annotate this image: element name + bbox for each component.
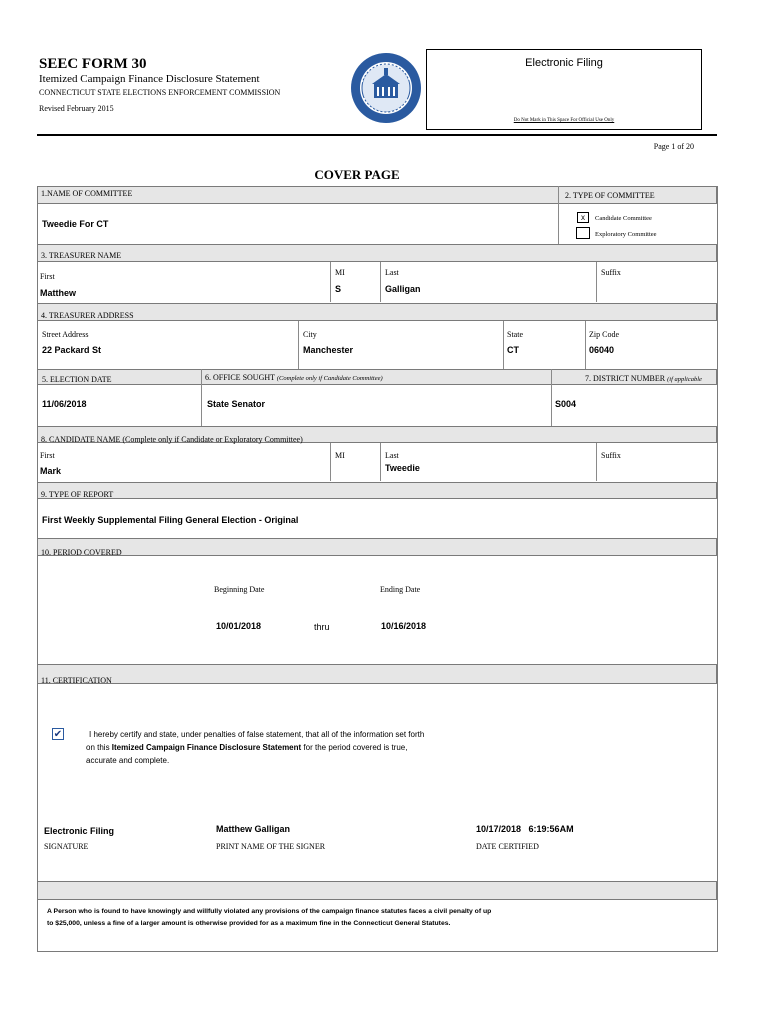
- election-date: 11/06/2018: [42, 399, 87, 409]
- zip-label: Zip Code: [589, 330, 619, 339]
- date-certified: 10/17/2018 6:19:56AM: [476, 824, 574, 834]
- certification-form-name: Itemized Campaign Finance Disclosure Statement: [111, 743, 302, 752]
- date-certified-label: DATE CERTIFIED: [476, 842, 539, 851]
- section-10-label: 10. PERIOD COVERED: [41, 548, 122, 557]
- revised-date: Revised February 2015: [39, 104, 114, 113]
- section-6-note: (Complete only if Candidate Committee): [276, 375, 383, 382]
- section-6-label: [205, 373, 383, 382]
- exploratory-committee-label: Exploratory Committee: [595, 231, 657, 238]
- treasurer-suffix-label: Suffix: [601, 268, 621, 277]
- street-value: 22 Packard St: [42, 345, 102, 355]
- section-6-title: 6. OFFICE SOUGHT: [205, 373, 275, 382]
- city-value: Manchester: [303, 345, 354, 355]
- divider: [585, 321, 586, 369]
- divider: [596, 443, 597, 481]
- state-value: CT: [507, 345, 519, 355]
- treasurer-mi-label: MI: [335, 268, 345, 277]
- divider: [330, 262, 331, 302]
- form-title: SEEC FORM 30: [39, 56, 147, 72]
- treasurer-last: Galligan: [385, 284, 421, 294]
- filing-box-title: Electronic Filing: [525, 57, 603, 69]
- candidate-first: Mark: [40, 466, 62, 476]
- candidate-last-label: Last: [385, 451, 399, 460]
- divider: [551, 369, 552, 427]
- street-label: Street Address: [42, 330, 89, 339]
- section-7-note: (if applicable: [667, 376, 702, 383]
- candidate-first-label: First: [40, 451, 55, 460]
- committee-name: Tweedie For CT: [42, 219, 109, 229]
- section-11-label: 11. CERTIFICATION: [41, 676, 112, 685]
- section-3-label: 3. TREASURER NAME: [41, 251, 122, 260]
- state-label: State: [507, 330, 523, 339]
- office-sought: State Senator: [207, 399, 266, 409]
- exploratory-committee-checkbox[interactable]: [576, 227, 590, 239]
- signature-value: Electronic Filing: [44, 826, 115, 836]
- divider: [596, 262, 597, 302]
- official-use-note: Do Not Mark in This Space For Official Use Only: [513, 118, 615, 123]
- certification-line-3: accurate and complete.: [86, 756, 170, 765]
- ending-date-label: Ending Date: [380, 585, 421, 594]
- section-4-header: [37, 303, 717, 321]
- cover-page-title: COVER PAGE: [314, 167, 400, 182]
- treasurer-mi: S: [335, 284, 342, 294]
- certification-line-2-pre: on this: [86, 743, 112, 752]
- city-label: City: [303, 330, 317, 339]
- certification-checkbox[interactable]: ✔: [53, 729, 63, 740]
- divider: [380, 262, 381, 302]
- report-type: First Weekly Supplemental Filing General Election - Original: [42, 515, 299, 525]
- candidate-committee-checkbox[interactable]: x: [577, 212, 589, 223]
- signer-name: Matthew Galligan: [216, 824, 291, 834]
- candidate-last: Tweedie: [385, 463, 420, 473]
- candidate-committee-label: Candidate Committee: [595, 215, 652, 222]
- header-rule: [37, 134, 717, 136]
- section-7-title: 7. DISTRICT NUMBER: [585, 374, 666, 383]
- beginning-date-label: Beginning Date: [214, 585, 265, 594]
- section-1-label: 1.NAME OF COMMITTEE: [41, 189, 133, 198]
- thru-text: thru: [314, 622, 330, 632]
- agency-name: CONNECTICUT STATE ELECTIONS ENFORCEMENT COMMISSION: [39, 88, 281, 97]
- divider: [558, 186, 559, 244]
- certification-line-2-post: for the period covered is true,: [301, 743, 408, 752]
- penalty-line-1: A Person who is found to have knowingly and willfully violated any provisions of the campaign finance statutes faces a civil penalty of up: [47, 908, 492, 915]
- section-11-header: [37, 664, 717, 684]
- signer-label: PRINT NAME OF THE SIGNER: [216, 842, 326, 851]
- candidate-mi-label: MI: [335, 451, 345, 460]
- section-8-header: [37, 426, 717, 443]
- footer-band: [37, 881, 717, 900]
- divider: [330, 443, 331, 481]
- section-9-label: 9. TYPE OF REPORT: [41, 490, 114, 499]
- section-7-label: [585, 374, 702, 383]
- divider: [503, 321, 504, 369]
- section-2-label: 2. TYPE OF COMMITTEE: [565, 191, 655, 200]
- section-4-label: 4. TREASURER ADDRESS: [41, 311, 134, 320]
- signature-label: SIGNATURE: [44, 842, 89, 851]
- candidate-suffix-label: Suffix: [601, 451, 621, 460]
- beginning-date: 10/01/2018: [216, 621, 262, 631]
- section-9-header: [37, 482, 717, 499]
- certification-line-1: I hereby certify and state, under penalties of false statement, that all of the information set forth: [89, 730, 425, 739]
- seal-logo: [350, 52, 422, 124]
- section-10-header: [37, 538, 717, 556]
- treasurer-last-label: Last: [385, 268, 399, 277]
- divider: [380, 443, 381, 481]
- district-number: S004: [555, 399, 577, 409]
- section-8-label: 8. CANDIDATE NAME (Complete only if Candidate or Exploratory Committee): [41, 435, 303, 444]
- divider: [201, 369, 202, 427]
- ending-date: 10/16/2018: [381, 621, 427, 631]
- form-body: [37, 186, 718, 952]
- zip-value: 06040: [589, 345, 615, 355]
- section-5-label: 5. ELECTION DATE: [42, 375, 112, 384]
- section-3-header: [37, 244, 717, 262]
- penalty-line-2: to $25,000, unless a fine of a larger amount is otherwise provided for as a maximum fine in the Connecticut General Statutes.: [47, 920, 451, 927]
- certification-line-2: [86, 743, 407, 752]
- divider: [298, 321, 299, 369]
- treasurer-first-label: First: [40, 272, 55, 281]
- form-subtitle: Itemized Campaign Finance Disclosure Statement: [39, 73, 260, 85]
- page-number: Page 1 of 20: [653, 142, 694, 151]
- treasurer-first: Matthew: [40, 288, 76, 298]
